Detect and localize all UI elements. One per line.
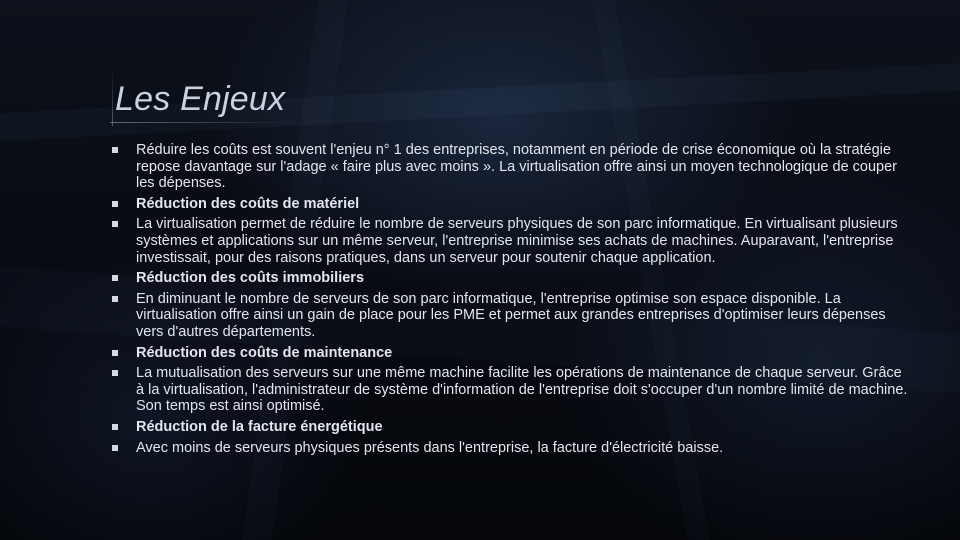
square-bullet-icon xyxy=(112,221,118,227)
list-item xyxy=(110,142,910,192)
list-item-text: Réduction de la facture énergétique xyxy=(136,418,383,435)
title-underline xyxy=(110,122,300,123)
list-item xyxy=(110,365,910,415)
square-bullet-icon xyxy=(112,201,118,207)
list-item-text: Avec moins de serveurs physiques présents dans l'entreprise, la facture d'électricité baisse. xyxy=(136,439,724,456)
list-item-heading xyxy=(110,196,910,213)
square-bullet-icon xyxy=(112,296,118,302)
square-bullet-icon xyxy=(112,350,118,356)
list-item xyxy=(110,216,910,266)
list-item xyxy=(110,440,910,457)
list-item-text: Réduction des coûts de matériel xyxy=(136,195,360,212)
title-accent-line xyxy=(112,70,113,126)
slide-title: Les Enjeux xyxy=(115,80,286,118)
bullet-list xyxy=(110,142,910,460)
list-item-text: Réduire les coûts est souvent l'enjeu n° 1 des entreprises, notamment en période de crise économique où la stratégie repose davantage sur l'adage « faire plus avec moins ». La virtualisation offre ainsi un moyen technologique de couper les dépenses. xyxy=(136,142,898,192)
list-item-text: En diminuant le nombre de serveurs de son parc informatique, l'entreprise optimise son espace disponible. La virtualisation offre ainsi un gain de place pour les PME et permet aux grandes entreprises d'optimiser leurs dépenses vers d'autres départements. xyxy=(136,290,886,340)
list-item-text: La virtualisation permet de réduire le nombre de serveurs physiques de son parc informatique. En virtualisant plusieurs systèmes et applications sur un même serveur, l'entreprise minimise ses achats de machines. Auparavant, l'entreprise investissait, pour des raisons pratiques, dans un serveur pour soutenir chaque application. xyxy=(136,216,898,266)
square-bullet-icon xyxy=(112,370,118,376)
list-item-text: Réduction des coûts de maintenance xyxy=(136,344,393,361)
square-bullet-icon xyxy=(112,445,118,451)
list-item-text: La mutualisation des serveurs sur une même machine facilite les opérations de maintenance de chaque serveur. Grâce à la virtualisation, l'administrateur de système d'information de l'entreprise doit s'occuper d'un nombre limité de machine. Son temps est ainsi optimisé. xyxy=(136,365,908,415)
list-item-heading xyxy=(110,419,910,436)
list-item-heading xyxy=(110,270,910,287)
square-bullet-icon xyxy=(112,424,118,430)
list-item xyxy=(110,291,910,341)
list-item-text: Réduction des coûts immobiliers xyxy=(136,270,365,287)
square-bullet-icon xyxy=(112,275,118,281)
square-bullet-icon xyxy=(112,147,118,153)
list-item-heading xyxy=(110,345,910,362)
